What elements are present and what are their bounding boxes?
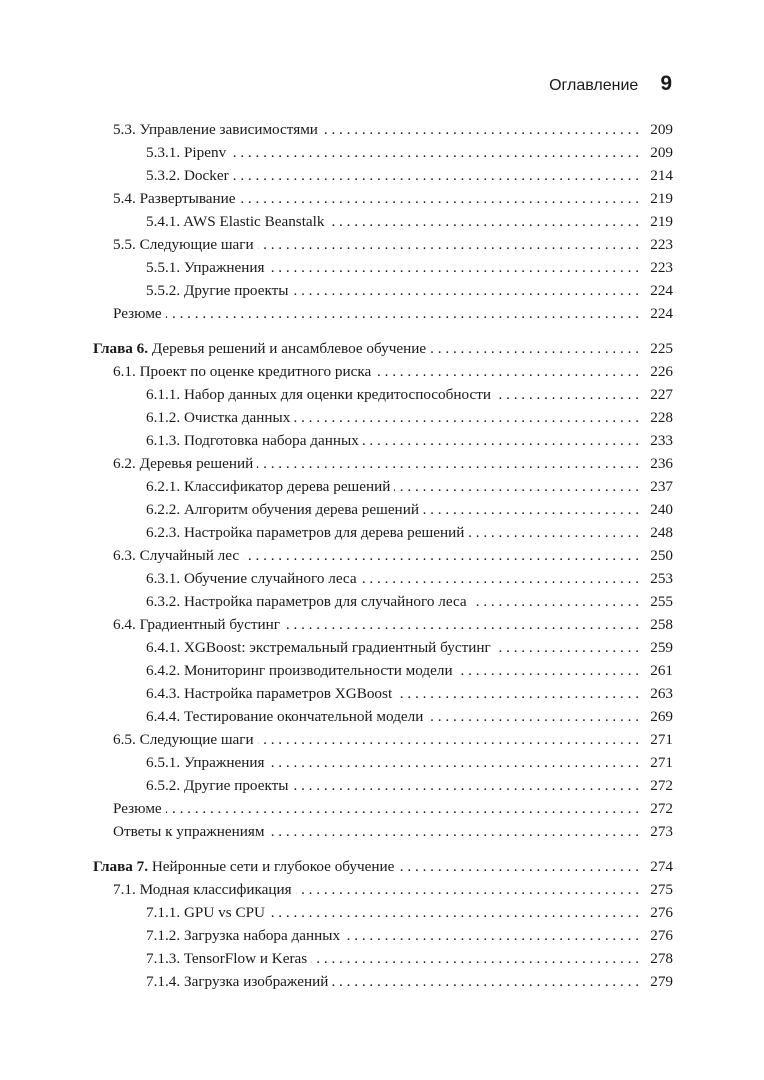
toc-page-number: 276	[650, 927, 673, 944]
toc-entry-title: 7.1.2. Загрузка набора данных	[146, 927, 341, 944]
toc-chapter-label: Глава 6.	[93, 340, 149, 357]
toc-page-number: 226	[650, 363, 673, 380]
toc-page-number: 224	[650, 305, 673, 322]
toc-entry-title: 6.1.3. Подготовка набора данных	[146, 432, 359, 449]
toc-page-number: 224	[650, 282, 673, 299]
dot-leader	[268, 754, 639, 772]
toc-subsection-entry	[93, 973, 673, 996]
toc-page-number: 272	[650, 800, 673, 817]
toc-page-number: 279	[650, 973, 673, 990]
toc-page-number: 263	[650, 685, 673, 702]
toc-entry-title: 6.4.4. Тестирование окончательной модели	[146, 708, 424, 725]
toc-page-number: 271	[650, 754, 673, 771]
toc-entry-title: 6.3.2. Настройка параметров для случайного леса	[146, 593, 467, 610]
toc-entry-title: 5.3.2. Docker	[146, 167, 229, 184]
toc-entry-title: 5.3. Управление зависимостями	[113, 121, 318, 138]
toc-entry-title: 5.4.1. AWS Elastic Beanstalk	[146, 213, 325, 230]
toc-entry-title: 6.5.1. Упражнения	[146, 754, 265, 771]
dot-leader	[363, 432, 639, 450]
dot-leader	[292, 282, 639, 300]
toc-section-entry	[93, 547, 673, 570]
toc-subsection-entry	[93, 432, 673, 455]
toc-page-number: 271	[650, 731, 673, 748]
table-of-contents	[93, 121, 673, 996]
toc-page-number: 258	[650, 616, 673, 633]
dot-leader	[269, 823, 639, 841]
toc-entry-title: 7.1.4. Загрузка изображений	[146, 973, 329, 990]
toc-entry-title: 6.1.2. Очистка данных	[146, 409, 291, 426]
toc-page-number: 209	[650, 144, 673, 161]
toc-entry-title: 6.2. Деревья решений	[113, 455, 254, 472]
toc-page-number: 272	[650, 777, 673, 794]
toc-page-number: 237	[650, 478, 673, 495]
dot-leader	[269, 904, 639, 922]
dot-leader	[344, 927, 639, 945]
dot-leader	[258, 236, 639, 254]
toc-section-entry	[93, 823, 673, 846]
toc-section-entry	[93, 800, 673, 823]
toc-entry-title: 6.4.2. Мониторинг производительности модели	[146, 662, 453, 679]
toc-subsection-entry	[93, 754, 673, 777]
toc-subsection-entry	[93, 501, 673, 524]
toc-entry-title: 5.5. Следующие шаги	[113, 236, 254, 253]
toc-subsection-entry	[93, 570, 673, 593]
dot-leader	[258, 731, 639, 749]
dot-leader	[495, 386, 639, 404]
toc-subsection-entry	[93, 708, 673, 731]
toc-page-number: 219	[650, 213, 673, 230]
toc-subsection-entry	[93, 904, 673, 927]
dot-leader	[268, 259, 639, 277]
toc-entry-title: 6.2.2. Алгоритм обучения дерева решений	[146, 501, 419, 518]
dot-leader	[166, 800, 639, 818]
toc-page-number: 219	[650, 190, 673, 207]
toc-entry-title: Резюме	[113, 305, 162, 322]
toc-entry-title: 6.3. Случайный лес	[113, 547, 240, 564]
toc-entry-title: 6.2.1. Классификатор дерева решений	[146, 478, 391, 495]
toc-entry-title: Нейронные сети и глубокое обучение	[151, 858, 395, 875]
toc-page-number: 273	[650, 823, 673, 840]
dot-leader	[430, 340, 639, 358]
toc-section-entry	[93, 236, 673, 259]
toc-subsection-entry	[93, 950, 673, 973]
toc-subsection-entry	[93, 685, 673, 708]
toc-section-entry	[93, 455, 673, 478]
toc-page-number: 225	[650, 340, 673, 357]
toc-page-number: 214	[650, 167, 673, 184]
toc-section-entry	[93, 363, 673, 386]
toc-subsection-entry	[93, 213, 673, 236]
toc-subsection-entry	[93, 386, 673, 409]
toc-entry-title: 6.2.3. Настройка параметров для дерева решений	[146, 524, 465, 541]
toc-entry-title: 6.3.1. Обучение случайного леса	[146, 570, 357, 587]
dot-leader	[375, 363, 639, 381]
dot-leader	[495, 639, 639, 657]
toc-section-entry	[93, 305, 673, 328]
toc-subsection-entry	[93, 478, 673, 501]
toc-page-number: 269	[650, 708, 673, 725]
toc-section-entry	[93, 731, 673, 754]
toc-page-number: 255	[650, 593, 673, 610]
toc-page-number: 228	[650, 409, 673, 426]
dot-leader	[166, 305, 639, 323]
toc-entry-title: 6.5. Следующие шаги	[113, 731, 254, 748]
toc-entry-title: 5.3.1. Pipenv	[146, 144, 227, 161]
toc-chapter-label: Глава 7.	[93, 858, 149, 875]
toc-entry-title: 7.1.3. TensorFlow и Keras	[146, 950, 308, 967]
toc-section-entry	[93, 121, 673, 144]
toc-subsection-entry	[93, 167, 673, 190]
dot-leader	[257, 455, 639, 473]
toc-subsection-entry	[93, 927, 673, 950]
toc-entry-title: 7.1. Модная классификация	[113, 881, 292, 898]
toc-page-number: 223	[650, 236, 673, 253]
toc-subsection-entry	[93, 524, 673, 547]
toc-subsection-entry	[93, 409, 673, 432]
toc-page-number: 223	[650, 259, 673, 276]
toc-entry-title: 6.5.2. Другие проекты	[146, 777, 289, 794]
toc-entry-title: 6.4. Градиентный бустинг	[113, 616, 280, 633]
toc-entry-title: 6.1. Проект по оценке кредитного риска	[113, 363, 372, 380]
toc-chapter-entry	[93, 340, 673, 363]
toc-subsection-entry	[93, 777, 673, 800]
dot-leader	[296, 881, 639, 899]
toc-subsection-entry	[93, 593, 673, 616]
toc-entry-title: 7.1.1. GPU vs CPU	[146, 904, 265, 921]
toc-section-entry	[93, 190, 673, 213]
toc-entry-title: 5.4. Развертывание	[113, 190, 236, 207]
toc-page-number: 275	[650, 881, 673, 898]
toc-entry-title: 5.5.1. Упражнения	[146, 259, 265, 276]
toc-entry-title: Ответы к упражнениям	[113, 823, 265, 840]
toc-page-number: 253	[650, 570, 673, 587]
dot-leader	[468, 524, 639, 542]
toc-section-entry	[93, 881, 673, 904]
dot-leader	[322, 121, 639, 139]
toc-section-entry	[93, 616, 673, 639]
toc-page-number: 261	[650, 662, 673, 679]
dot-leader	[230, 144, 639, 162]
dot-leader	[233, 167, 639, 185]
toc-page-number: 250	[650, 547, 673, 564]
toc-entry-title: 5.5.2. Другие проекты	[146, 282, 289, 299]
toc-entry-title: Резюме	[113, 800, 162, 817]
dot-leader	[311, 950, 639, 968]
toc-subsection-entry	[93, 639, 673, 662]
dot-leader	[332, 973, 639, 991]
toc-page-number: 227	[650, 386, 673, 403]
toc-page-number: 233	[650, 432, 673, 449]
toc-page-number: 236	[650, 455, 673, 472]
dot-leader	[398, 858, 639, 876]
toc-page-number: 278	[650, 950, 673, 967]
header-title: Оглавление	[549, 77, 639, 94]
dot-leader	[292, 777, 639, 795]
dot-leader	[427, 708, 639, 726]
dot-leader	[394, 478, 639, 496]
toc-entry-title: Деревья решений и ансамблевое обучение	[151, 340, 427, 357]
toc-subsection-entry	[93, 144, 673, 167]
toc-page-number: 248	[650, 524, 673, 541]
header-page-number: 9	[660, 72, 672, 95]
toc-page-number: 276	[650, 904, 673, 921]
dot-leader	[423, 501, 639, 519]
running-header	[549, 72, 672, 96]
dot-leader	[294, 409, 639, 427]
toc-page-number: 209	[650, 121, 673, 138]
dot-leader	[361, 570, 639, 588]
toc-page-number: 240	[650, 501, 673, 518]
toc-subsection-entry	[93, 662, 673, 685]
toc-page-number: 259	[650, 639, 673, 656]
toc-entry-title: 6.4.1. XGBoost: экстремальный градиентный бустинг	[146, 639, 491, 656]
dot-leader	[396, 685, 639, 703]
dot-leader	[240, 190, 639, 208]
toc-subsection-entry	[93, 259, 673, 282]
toc-chapter-entry	[93, 858, 673, 881]
toc-page-number: 274	[650, 858, 673, 875]
toc-entry-title: 6.4.3. Настройка параметров XGBoost	[146, 685, 393, 702]
dot-leader	[243, 547, 639, 565]
dot-leader	[284, 616, 639, 634]
dot-leader	[457, 662, 639, 680]
dot-leader	[471, 593, 639, 611]
toc-subsection-entry	[93, 282, 673, 305]
dot-leader	[328, 213, 639, 231]
toc-entry-title: 6.1.1. Набор данных для оценки кредитоспособности	[146, 386, 491, 403]
